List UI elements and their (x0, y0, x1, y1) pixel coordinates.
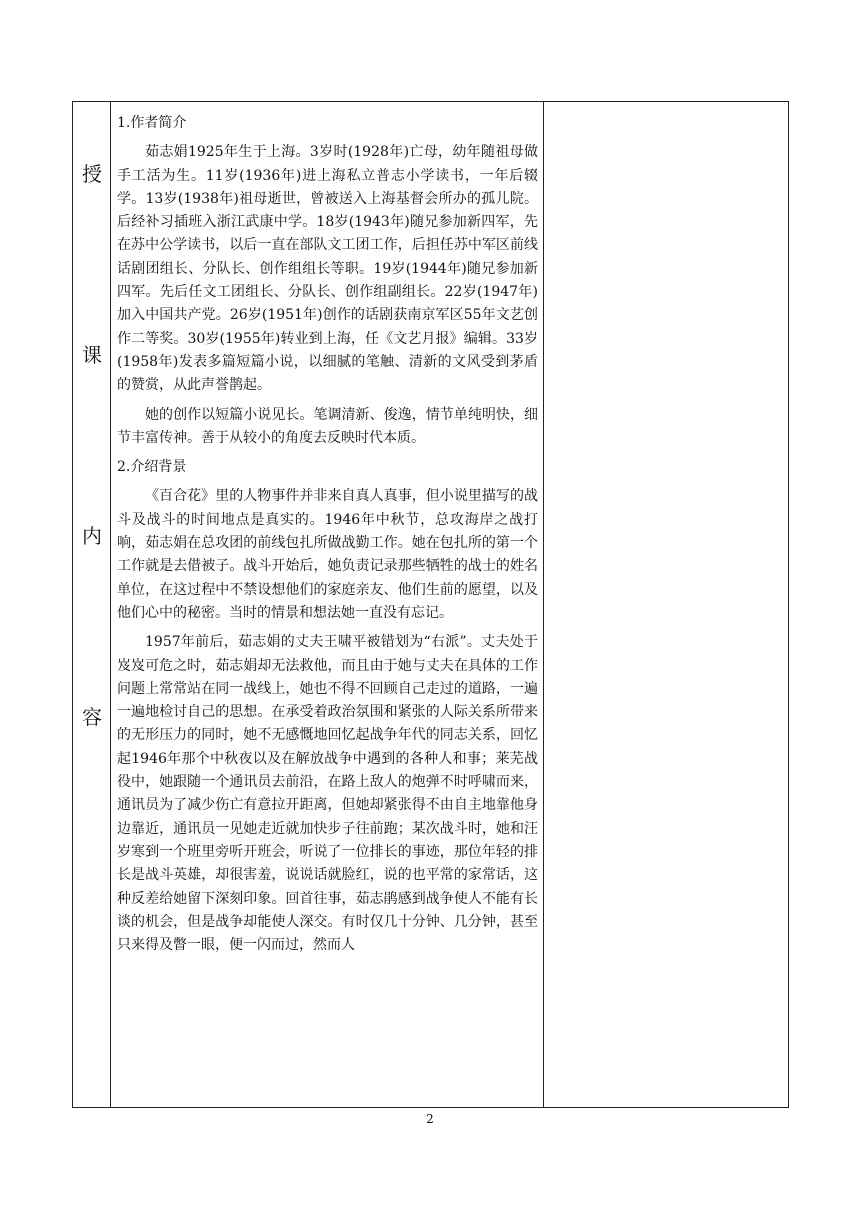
section-heading-background: 2.介绍背景 (117, 459, 187, 476)
side-label-char: 课 (82, 343, 102, 367)
background-paragraph-2: 1957年前后，茹志娟的丈夫王啸平被错划为“右派”。丈夫处于岌岌可危之时，茹志娟却无法救他，而且由于她与丈夫在具体的工作问题上常常站在同一战线上，她也不得不回顾自己走过的道路，一遍一遍地检讨自己的思想。在承受着政治氛围和紧张的人际关系所带来的无形压力的同时，她不无感慨地回忆起战争年代的同志关系，回忆起1946年那个中秋夜以及在解放战争中遇到的各种人和事；莱芜战役中，她跟随一个通讯员去前沿，在路上敌人的炮弹不时呼啸而来，通讯员为了减少伤亡有意拉开距离，但她却紧张得不由自主地靠他身边靠近，通讯员一见她走近就加快步子往前跑；某次战斗时，她和汪岁寒到一个班里旁听开班会，听说了一位排长的事迹，那位年轻的排长是战斗英雄，却很害羞，说说话就脸红，说的也平常的家常话，这种反差给她留下深刻印象。回首往事，茹志鹃感到战争使人不能有长谈的机会，但是战争却能使人深交。有时仅几十分钟、几分钟，甚至只来得及瞥一眼，便一闪而过，然而人 (117, 634, 538, 954)
page-number: 2 (426, 1112, 434, 1126)
side-label-char: 容 (82, 705, 102, 729)
lesson-content (117, 112, 538, 957)
author-style-paragraph: 她的创作以短篇小说见长。笔调清新、俊逸，情节单纯明快，细节丰富传神。善于从较小的角度去反映时代本质。 (117, 406, 538, 446)
side-label-column (73, 102, 111, 1107)
side-label-char: 授 (82, 162, 102, 186)
lesson-table (72, 101, 789, 1108)
author-bio-paragraph: 茹志娟1925年生于上海。3岁时(1928年)亡母，幼年随祖母做手工活为生。11岁(1936年)进上海私立普志小学读书，一年后辍学。13岁(1938年)祖母逝世，曾被送入上海基督会所办的孤儿院。后经补习插班入浙江武康中学。18岁(1943年)随兄参加新四军，先在苏中公学读书，以后一直在部队文工团工作，后担任苏中军区前线话剧团组长、分队长、创作组组长等职。19岁(1944年)随兄参加新四军。先后任文工团组长、分队长、创作组副组长。22岁(1947年)加入中国共产党。26岁(1951年)创作的话剧获南京军区55年文艺创作二等奖。30岁(1955年)转业到上海，任《文艺月报》编辑。33岁(1958年)发表多篇短篇小说，以细腻的笔触、清新的文风受到茅盾的赞赏，从此声誉鹊起。 (117, 144, 538, 394)
background-paragraph-1: 《百合花》里的人物事件并非来自真人真事，但小说里描写的战斗及战斗的时间地点是真实的。1946年中秋节，总攻海岸之战打响，茹志娟在总攻团的前线包扎所做战勤工作。她在包扎所的第一个工作就是去借被子。战斗开始后，她负责记录那些牺牲的战士的姓名单位，在这过程中不禁设想他们的家庭亲友、他们生前的愿望，以及他们心中的秘密。当时的情景和想法她一直没有忘记。 (117, 488, 538, 621)
notes-column (544, 102, 788, 1107)
side-label-char: 内 (82, 524, 102, 548)
main-content-column (111, 102, 544, 1107)
section-heading-author: 1.作者简介 (117, 115, 187, 131)
